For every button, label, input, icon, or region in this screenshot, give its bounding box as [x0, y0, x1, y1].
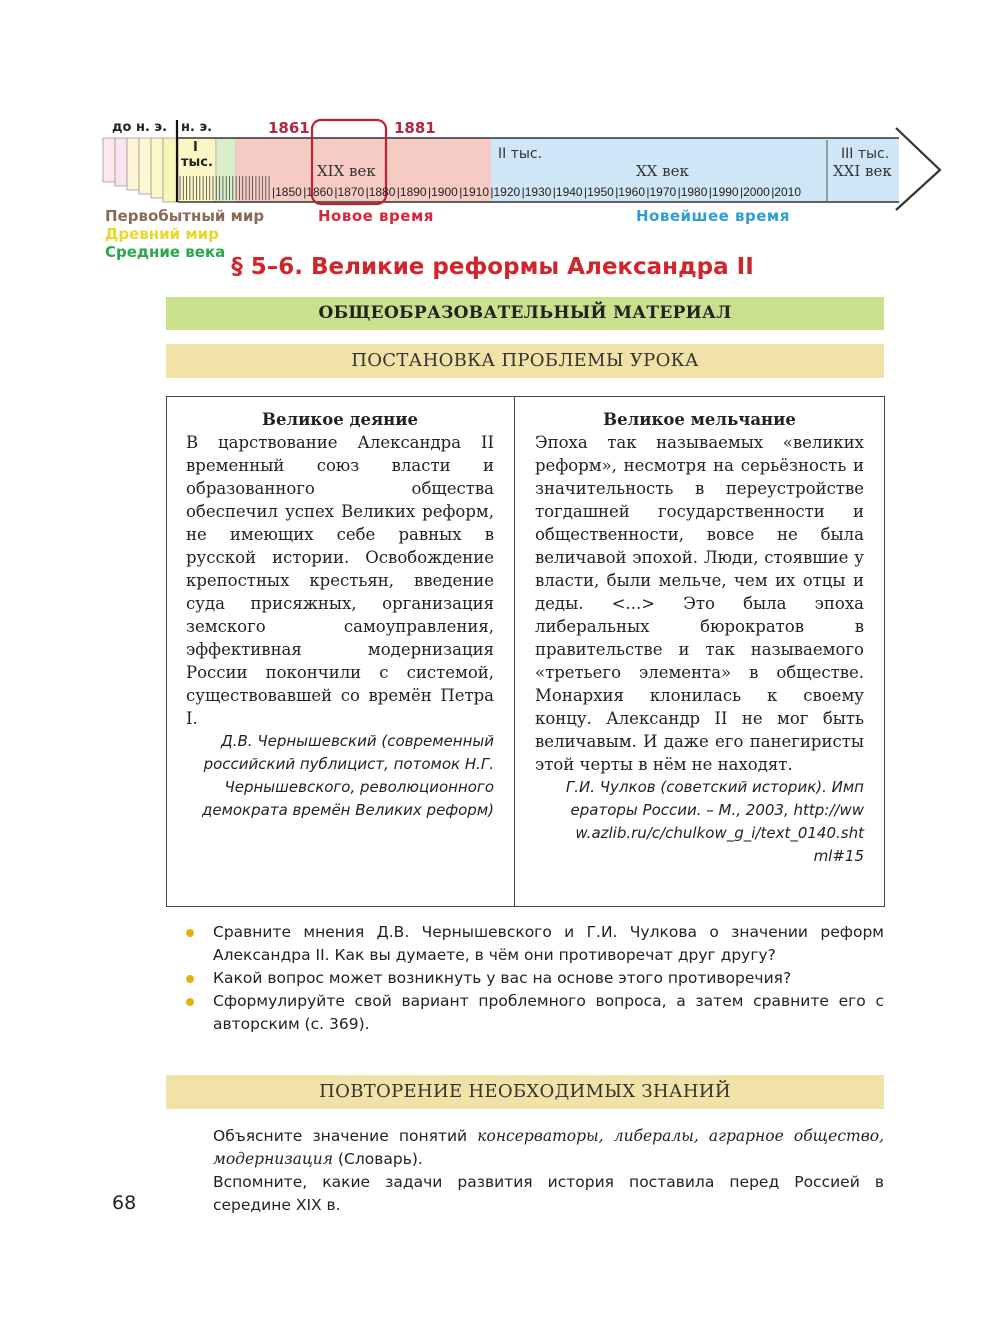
- decade-label: |1940: [552, 185, 583, 199]
- year-1881: 1881: [394, 119, 436, 137]
- list-item: Сформулируйте свой вариант проблемного вопроса, а затем сравните его с авторским (с. 369).: [186, 990, 884, 1036]
- page-title: § 5–6. Великие реформы Александра II: [231, 254, 754, 280]
- bullet-icon: [186, 975, 194, 983]
- dictionary-terms: консерваторы, либералы, аграрное общество, модернизация: [213, 1127, 885, 1168]
- quote-right-text: Эпоха так называемых «великих реформ», несмотря на серьёзность и значительность в переустройстве тогдашней государственности и общественности, вовсе не была величавой эпохой. Люди, стоявшие у власти, были мельче, чем их отцы и деды. <...> Это была эпоха либеральных бюрократов в правительстве и так называемого «третьего элемента» в обществе. Монархия клонилась к своему концу. Александр II не мог быть величавым. И даже его панегиристы этой черты в нём не находят.: [535, 433, 864, 774]
- quotes-divider: [514, 397, 515, 906]
- section-band-general-material: ОБЩЕОБРАЗОВАТЕЛЬНЫЙ МАТЕРИАЛ: [166, 297, 884, 330]
- section-band-lesson-problem: ПОСТАНОВКА ПРОБЛЕМЫ УРОКА: [166, 344, 884, 378]
- page-number: 68: [112, 1192, 137, 1214]
- decade-label: |1900: [428, 185, 458, 199]
- decade-label: |1870: [334, 185, 365, 199]
- timeline: [0, 0, 985, 270]
- bullet-icon: [186, 929, 194, 937]
- decade-label: |1970: [646, 185, 677, 199]
- quote-left-heading: Великое деяние: [262, 410, 418, 429]
- decade-label: |1880: [365, 185, 396, 199]
- millennium-3-label: III тыс.: [841, 146, 890, 162]
- era-primitive: Первобытный мир: [105, 207, 265, 225]
- era-ancient: Древний мир: [105, 225, 219, 243]
- list-item: Какой вопрос может возникнуть у вас на основе этого противоречия?: [186, 967, 884, 990]
- quote-right-heading: Великое мельчание: [603, 410, 796, 429]
- ad-label: н. э.: [181, 120, 213, 135]
- decade-label: |1990: [708, 185, 739, 199]
- section-band-review: ПОВТОРЕНИЕ НЕОБХОДИМЫХ ЗНАНИЙ: [166, 1075, 884, 1109]
- decade-label: |2000: [740, 185, 770, 199]
- quote-left-text: В царствование Александра II временный союз власти и образованного общества обеспечил успех Великих реформ, не имеющих себе равных в русской истории. Освобождение крепостных крестьян, введение суда присяжных, организация земского самоуправления, эффективная модернизация России покончили с системой, существовавшей со времён Петра I.: [186, 433, 494, 728]
- decade-label: |1850: [272, 185, 302, 199]
- century-21-label: XXI век: [833, 162, 892, 180]
- quote-left-source: Д.В. Чернышевский (современный российский публицист, потомок Н.Г. Чернышевского, революционного демократа времён Великих реформ): [201, 732, 494, 819]
- decade-label: |1910: [459, 185, 489, 199]
- century-20-label: XX век: [636, 162, 689, 180]
- decade-label: |1930: [521, 185, 552, 199]
- quote-right: [535, 408, 864, 868]
- millennium-1-suffix: тыс.: [181, 155, 213, 170]
- era-new-time: Новое время: [318, 207, 434, 225]
- quote-left: [186, 408, 494, 822]
- questions-list: [186, 921, 884, 1036]
- decade-label: |1950: [584, 185, 614, 199]
- list-item: Сравните мнения Д.В. Чернышевского и Г.И. Чулкова о значении реформ Александра II. Как вы думаете, в чём они противоречат друг другу?: [186, 921, 884, 967]
- century-19-label: XIX век: [317, 162, 376, 180]
- decade-label: |1960: [615, 185, 645, 199]
- quote-right-source: Г.И. Чулков (советский историк). Императоры России. – М., 2003, http://www.azlib.ru/c/chulkow_g_i/text_0140.shtml#15: [565, 778, 864, 865]
- decade-label: |1890: [396, 185, 427, 199]
- timeline-graphic: [0, 0, 985, 215]
- year-1861: 1861: [268, 119, 310, 137]
- decade-label: |2010: [771, 185, 801, 199]
- bullet-icon: [186, 998, 194, 1006]
- millennium-2-label: II тыс.: [498, 146, 543, 162]
- millennium-1-label: I: [193, 140, 198, 155]
- era-medieval: Средние века: [105, 243, 226, 261]
- review-text: [213, 1125, 884, 1217]
- decade-label: |1920: [490, 185, 521, 199]
- era-newest-time: Новейшее время: [636, 207, 790, 225]
- review-paragraph-1: Объясните значение понятий консерваторы, либералы, аграрное общество, модернизация (Словарь).: [213, 1127, 885, 1168]
- decade-label: |1980: [677, 185, 708, 199]
- review-paragraph-2: Вспомните, какие задачи развития история поставила перед Россией в середине XIX в.: [213, 1173, 884, 1214]
- bc-label: до н. э.: [112, 120, 168, 135]
- decade-label: |1860: [303, 185, 333, 199]
